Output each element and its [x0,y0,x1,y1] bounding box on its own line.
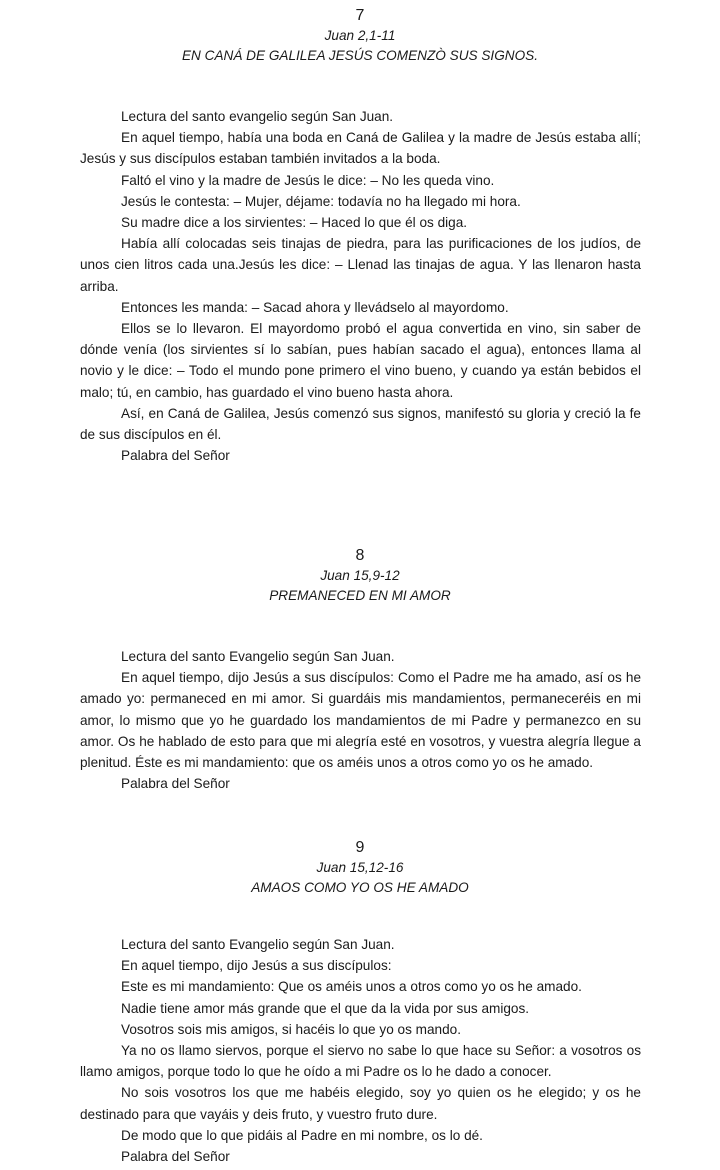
paragraph: Así, en Caná de Galilea, Jesús comenzó sus signos, manifestó su gloria y creció la fe de sus discípulos en él. [80,405,641,443]
paragraph: No sois vosotros los que me habéis elegido, soy yo quien os he elegido; y os he destinado para que vayáis y deis fruto, y vuestro fruto dure. [80,1085,641,1122]
paragraph: Lectura del santo evangelio según San Juan. [121,109,394,124]
reading-8-header [0,546,720,606]
paragraph: En aquel tiempo, dijo Jesús a sus discípulos: Como el Padre me ha amado, así os he amado yo: permaneced en mi amor. Si guardáis mis mandamientos, permaneceréis en mi amor, lo mismo que yo he guardado los mandamientos de mi Padre y permanezco en su amor. Os he hablado de esto para que mi alegría esté en vosotros, y vuestra alegría llegue a plenitud. Éste es mi mandamiento: que os améis unos a otros como yo os he amado. [80,670,641,771]
paragraph: Este es mi mandamiento: Que os améis unos a otros como yo os he amado. [121,979,582,995]
paragraph: Había allí colocadas seis tinajas de piedra, para las purificaciones de los judíos, de unos cien litros cada una.Jesús les dice: – Llenad las tinajas de agua. Y las llenaron hasta arriba. [80,236,641,294]
paragraph: Lectura del santo Evangelio según San Juan. [121,937,395,952]
reading-reference: Juan 15,9-12 [320,568,400,583]
reading-reference: Juan 15,12-16 [316,860,404,875]
reading-7-body [80,106,641,466]
closing-text: Palabra del Señor [121,1149,230,1165]
reading-reference: Juan 2,1-11 [324,28,396,43]
paragraph: Jesús le contesta: – Mujer, déjame: todavía no ha llegado mi hora. [121,193,521,209]
reading-number: 8 [355,547,365,564]
reading-7-header [0,6,720,66]
paragraph: Entonces les manda: – Sacad ahora y llevádselo al mayordomo. [121,299,509,315]
paragraph: En aquel tiempo, había una boda en Caná de Galilea y la madre de Jesús estaba allí; Jesús y sus discípulos estaban también invitados a la boda. [80,130,641,167]
paragraph: Vosotros sois mis amigos, si hacéis lo que yo os mando. [121,1021,462,1037]
paragraph: Nadie tiene amor más grande que el que da la vida por sus amigos. [121,1000,530,1016]
paragraph: Ya no os llamo siervos, porque el siervo no sabe lo que hace su Señor: a vosotros os llamo amigos, porque todo lo que he oído a mi Padre os lo he dado a conocer. [80,1043,641,1080]
reading-number: 9 [355,839,365,856]
closing-text: Palabra del Señor [121,776,230,792]
reading-title: PREMANECED EN MI AMOR [269,588,451,603]
closing-text: Palabra del Señor [121,448,230,464]
paragraph: Su madre dice a los sirvientes: – Haced lo que él os diga. [121,215,468,231]
reading-9-header [0,838,720,898]
paragraph: Faltó el vino y la madre de Jesús le dice: – No les queda vino. [121,172,495,188]
reading-8-body [80,646,641,794]
reading-number: 7 [355,7,365,24]
paragraph: Lectura del santo Evangelio según San Juan. [121,649,395,664]
paragraph: De modo que lo que pidáis al Padre en mi nombre, os lo dé. [121,1127,483,1143]
reading-9-body [80,934,641,1167]
paragraph: En aquel tiempo, dijo Jesús a sus discípulos: [121,958,392,974]
reading-title: AMAOS COMO YO OS HE AMADO [251,880,469,895]
reading-title: EN CANÁ DE GALILEA JESÚS COMENZÒ SUS SIGNOS. [181,48,539,63]
paragraph: Ellos se lo llevaron. El mayordomo probó el agua convertida en vino, sin saber de dónde venía (los sirvientes sí lo sabían, pues habían sacado el agua), entonces llama al novio y le dice: – Todo el mundo pone primero el vino bueno, y cuando ya están bebidos el malo; tú, en cambio, has guardado el vino bueno hasta ahora. [80,321,641,400]
